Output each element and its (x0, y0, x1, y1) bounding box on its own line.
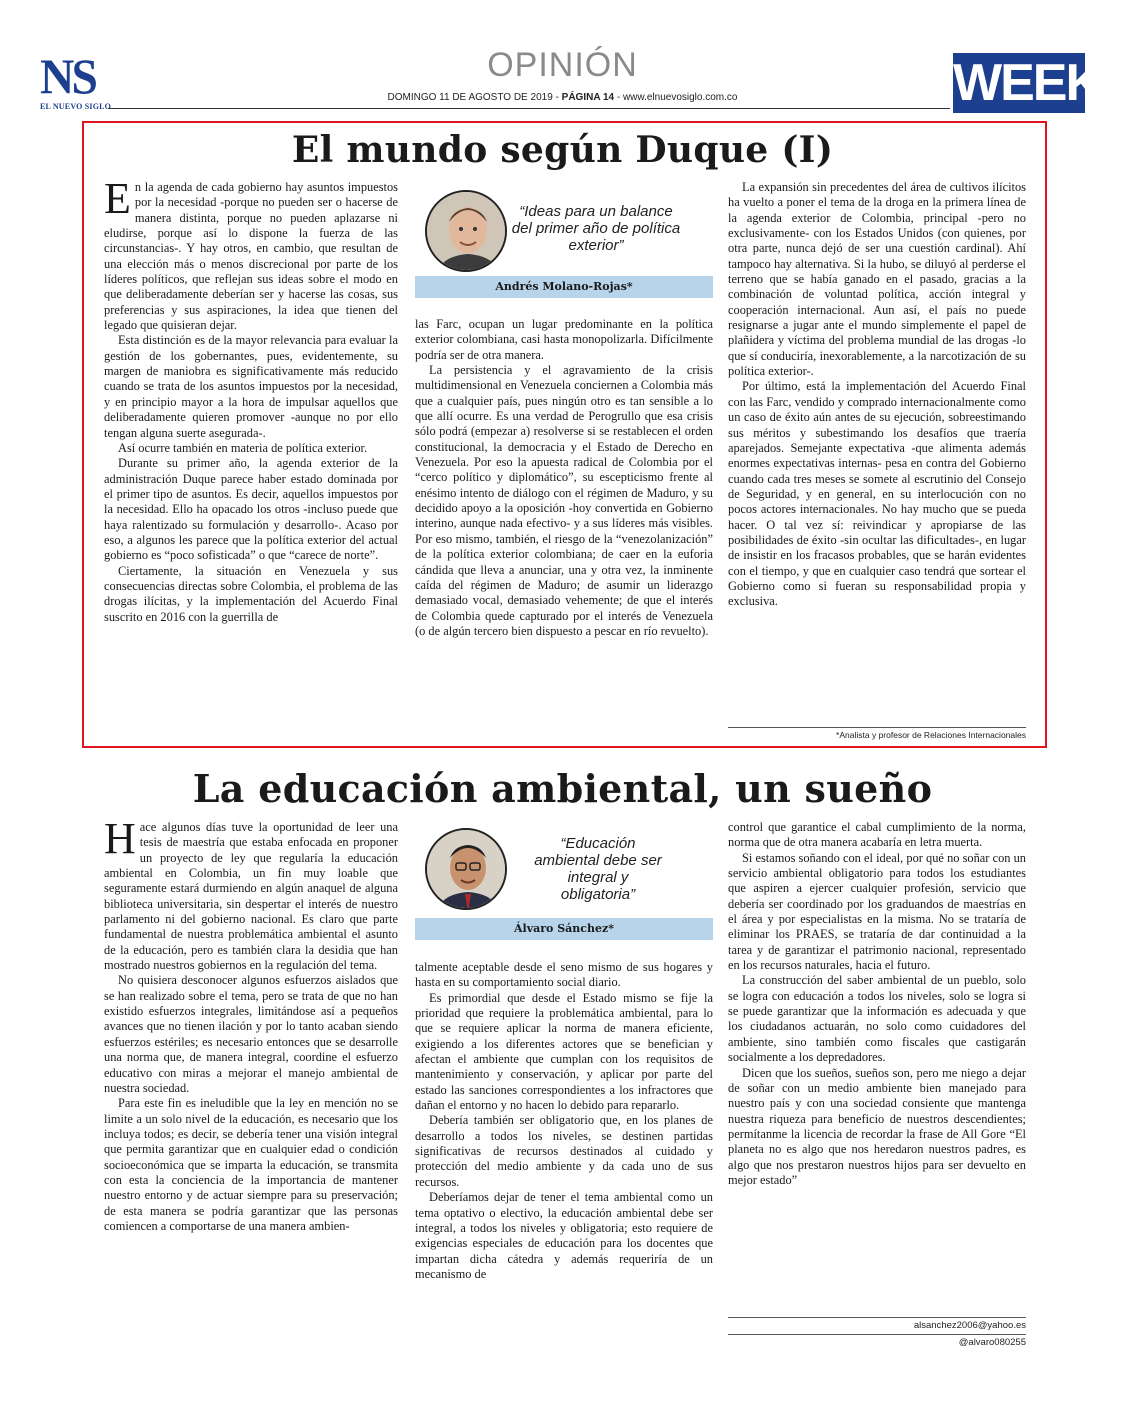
article1-footnote: *Analista y profesor de Relaciones Internacionales (836, 730, 1026, 740)
article1-paragraph: las Farc, ocupan un lugar predominante en la política exterior colombiana, casi hasta monopolizarla. Difícilmente podría ser de otra manera. (415, 317, 713, 362)
logo-subtitle: EL NUEVO SIGLO (40, 102, 112, 111)
article2-paragraph: talmente aceptable desde el seno mismo de sus hogares y hasta en su comportamiento social diario. (415, 960, 713, 990)
footnote-rule (728, 727, 1026, 728)
dateline-site: - www.elnuevosiglo.com.co (614, 92, 738, 103)
header-rule (108, 108, 950, 109)
article1-paragraph: Durante su primer año, la agenda exterior de la administración Duque parece haber estado dominada por el primer tipo de asuntos. Es decir, aquellos impuestos por la necesidad. Ello ha opacado los otros -incluso puede que haya ralentizado su formulación y desarrollo-. Acaso por eso, a algunos les parece que la política exterior del actual gobierno es “poco sofisticada” o que “carece de norte”. (104, 456, 398, 563)
article2-paragraph: Hace algunos días tuve la oportunidad de leer una tesis de maestría que estaba enfocada en proponer un proyecto de ley que regularía la educación ambiental en Colombia, un fin muy loable que seguramente estará durmiendo en algún anaquel de alguna biblioteca universitaria, sin despertar el interés de nuestro parlamento ni del gobierno nacional. Es claro que parte fundamental de nuestra problemática ambiental el asunto de la educación, pero es también clara la desidia que han mostrado nuestros gobiernos en la regulación del tema. (104, 814, 398, 973)
article2-column-1 (104, 814, 398, 1234)
article2-column-2 (415, 960, 713, 1282)
article1-pull-quote: “Ideas para un balance del primer año de política exterior” (511, 203, 681, 254)
drop-cap: H (104, 814, 136, 863)
author-portrait-icon (427, 830, 507, 910)
article2-title: La educación ambiental, un sueño (192, 766, 933, 811)
article1-column-1 (104, 174, 398, 625)
contact-rule (728, 1317, 1026, 1318)
author-email: alsanchez2006@yahoo.es (913, 1320, 1026, 1331)
article1-paragraph: La persistencia y el agravamiento de la crisis multidimensional en Venezuela conciernen a Colombia más que a cualquier país, pues ningún otro es tan sensible a lo que allí ocurre. Es una verdad de Perogrullo que esa crisis sólo podrá (empezar a) resolverse si se restablecen el orden constitucional, la democracia y el Estado de Derecho en Venezuela. Por eso la apuesta radical de Colombia por el “cerco político y diplomático”, su escepticismo frente al enésimo intento de diálogo con el régimen de Maduro, y su decidido apoyo a la oposición -hoy convertida en Gobierno interino, aunque nada efectivo- y a sus líderes más visibles. Por eso mismo, también, el riesgo de la “venezolanización” de la política exterior colombiana; de caer en la euforia cándida que lleva a anunciar, una y otra vez, la inminente caída del régimen de Maduro; de asumir un liderazgo demasiado vocal, demasiado vehemente; de que el interés de Colombia quede capturado por el interés de Venezuela (o de algún tercero bien dispuesto a pescar en río revuelto). (415, 363, 713, 638)
contact-rule (728, 1334, 1026, 1335)
article1-paragraph: Por último, está la implementación del Acuerdo Final con las Farc, vendido y comprado internacionalmente como un caso de éxito aún antes de su ejecución, sobreestimando sus méritos y subestimando los desafíos que traería aparejados. Semejante expectativa -que alimenta además enormes expectativas internas- pesa en contra del Gobierno cuando cada tres meses se somete al escrutinio del Consejo de Seguridad, y en general, en su interlocución con no pocos actores internacionales. No hay mucho que se pueda hacer. O tal vez sí: reivindicar y apropiarse de las posibilidades de éxito -sin ocultar las dificultades-, en lugar de insistir en los fracasos probables, que se harán evidentes con el tiempo, y que en cualquier caso tendrá que sortear el Gobierno como si fueran su responsabilidad propia y exclusiva. (728, 379, 1026, 609)
article2-paragraph: Debería también ser obligatorio que, en los planes de desarrollo a todos los niveles, se destinen partidas significativas de recursos destinados al cuidado y protección del medio ambiente y da cada uno de sus recursos. (415, 1113, 713, 1189)
author-twitter: @alvaro080255 (958, 1337, 1026, 1348)
article2-paragraph: Es primordial que desde el Estado mismo se fije la prioridad que requiere la problemática ambiental, para lo que se requiere aplicar la norma de manera eficiente, exigiendo a los diferentes actores que se benefician y afectan el ambiente que cumplan con los requisitos de mantenimiento y conservación, y aplicar por parte del estado las sanciones correspondientes a los infractores que dañan el entorno y no hacen lo debido para repararlo. (415, 990, 713, 1113)
author-photo-sanchez (425, 828, 507, 910)
article2-pull-quote: “Educación ambiental debe ser integral y obligatoria” (534, 835, 662, 903)
logo-letters: NS (40, 48, 96, 104)
article1-column-2 (415, 317, 713, 639)
article1-title: El mundo según Duque (I) (291, 129, 834, 171)
article2-paragraph: No quisiera desconocer algunos esfuerzos aislados que se han realizado sobre el tema, pero se trata de que no han existido esfuerzos integrales, limitándose así a pequeños avances que no tienen ilación y por lo tanto acaban siendo esfuerzos estériles; es necesario entonces que se desarrolle una norma que, de manera integral, coordine el esfuerzo educativo con miras a mejorar el manejo ambiental de nuestra sociedad. (104, 973, 398, 1095)
article2-paragraph: Deberíamos dejar de tener el tema ambiental como un tema optativo o electivo, la educación ambiental debe ser integral, a todos los niveles y obligatoria; esto requiere de exigencias especiales de educación para los docentes que impartan dicha cátedra y además requeriría de un mecanismo de (415, 1190, 713, 1281)
article1-column-3 (728, 180, 1026, 610)
week-logo: WEEK (953, 54, 1101, 112)
dateline-date: DOMINGO 11 DE AGOSTO DE 2019 - (387, 92, 562, 103)
article2-paragraph: Si estamos soñando con el ideal, por qué no soñar con un servicio ambiental obligatorio para todos los estudiantes que aspiren a ejercer cualquier profesión, servicio que debería ser coordinado por los graduandos de maestrías en el área y por especialistas en la misma. No se trataría de eliminar los PRAES, se trataría de dar continuidad a la tarea y de garantizar el patrimonio nacional, representado en los recursos naturales, hacia el futuro. (728, 850, 1026, 973)
author-photo-molano (425, 190, 507, 272)
article2-column-3 (728, 820, 1026, 1188)
article1-paragraph: Ciertamente, la situación en Venezuela y sus consecuencias directas sobre Colombia, el problema de las drogas ilícitas, y la implementación del Acuerdo Final suscrito en 2016 con la guerrilla de (104, 563, 398, 624)
article1-byline: Andrés Molano-Rojas* (415, 276, 713, 298)
article2-byline: Álvaro Sánchez* (415, 918, 713, 940)
article1-paragraph: La expansión sin precedentes del área de cultivos ilícitos ha vuelto a poner el tema de la droga en la primera línea de la agenda exterior de Colombia, principal -pero no exclusivamente- con los Estados Unidos (con quienes, por otra parte, nunca dejó de ser una cuestión cardinal). Ahí tampoco hay alternativa. Si la hubo, se diluyó al perderse el terreno que se había ganado en el pasado, gracias a la combinación de voluntad política, acción integral y cooperación internacional. Aun así, el país no puede resignarse a jugar ante el mundo simplemente el papel de plañidera y víctima del problema mundial de las drogas -lo que sí conduciría, inexorablemente, a la narcotización de su política exterior-. (728, 180, 1026, 379)
article2-paragraph: La construcción del saber ambiental de un pueblo, solo se logra con educación a todos los niveles, solo se logra si se puede garantizar que la información es adecuada y que los ciudadanos actuarán, no solo como cuidadores del ambiente, sino también como fiscales que castigarán socialmente a los depredadores. (728, 973, 1026, 1065)
article1-paragraph: Esta distinción es de la mayor relevancia para evaluar la gestión de los gobernantes, pues, evidentemente, su margen de maniobra es significativamente más reducido cuando se trata de los asuntos impuestos por la necesidad, y en principio mayor a la hora de impulsar aquellos que deliberadamente quieren promover -aunque no por ello tengan alguna suerte asegurada-. (104, 333, 398, 440)
article2-paragraph: Dicen que los sueños, sueños son, pero me niego a dejar de soñar con un medio ambiente bien manejado para nuestro país y con una sociedad consiente que mantenga nuestra riqueza para beneficio de nuestros descendientes; permítanme la licencia de recordar la frase de All Gore “El planeta no es algo que nos heredaron nuestros padres, es algo que nos prestaron nuestros hijos para ser devuelto en mejor estado” (728, 1065, 1026, 1187)
article2-paragraph: control que garantice el cabal cumplimiento de la norma, norma que de otra manera acabaría en letra muerta. (728, 820, 1026, 850)
article1-paragraph: En la agenda de cada gobierno hay asuntos impuestos por la necesidad -porque no pueden ser o hacerse de manera distinta, porque no pueden aplazarse ni eludirse, porque así lo dispone la fuerza de las circunstancias-. Y hay otros, en cambio, que resultan de una elección más o menos discrecional por parte de los líderes políticos, que reflejan sus ideas sobre el modo en que deliberadamente deberían ser y hacerse las cosas, sus preferencias y sus aspiraciones, la idea que tienen del legado que quisieran dejar. (104, 174, 398, 333)
drop-cap: E (104, 174, 131, 223)
section-title: OPINIÓN (487, 46, 638, 84)
article2-paragraph: Para este fin es ineludible que la ley en mención no se limite a un solo nivel de la educación, es necesario que los incluya todos; es decir, se debería tener una visión integral que permita garantizar que en cualquier edad o condición socioeconómica que se imparta la educación, se transmita con esta la conciencia de la importancia de mantener nuestro entorno y de actuar siempre para su preservación; de esta manera se podría garantizar que las personas comiencen a comportarse de una manera ambien- (104, 1096, 398, 1233)
article1-paragraph: Así ocurre también en materia de política exterior. (118, 440, 368, 455)
dateline-page: PÁGINA 14 (561, 92, 615, 103)
